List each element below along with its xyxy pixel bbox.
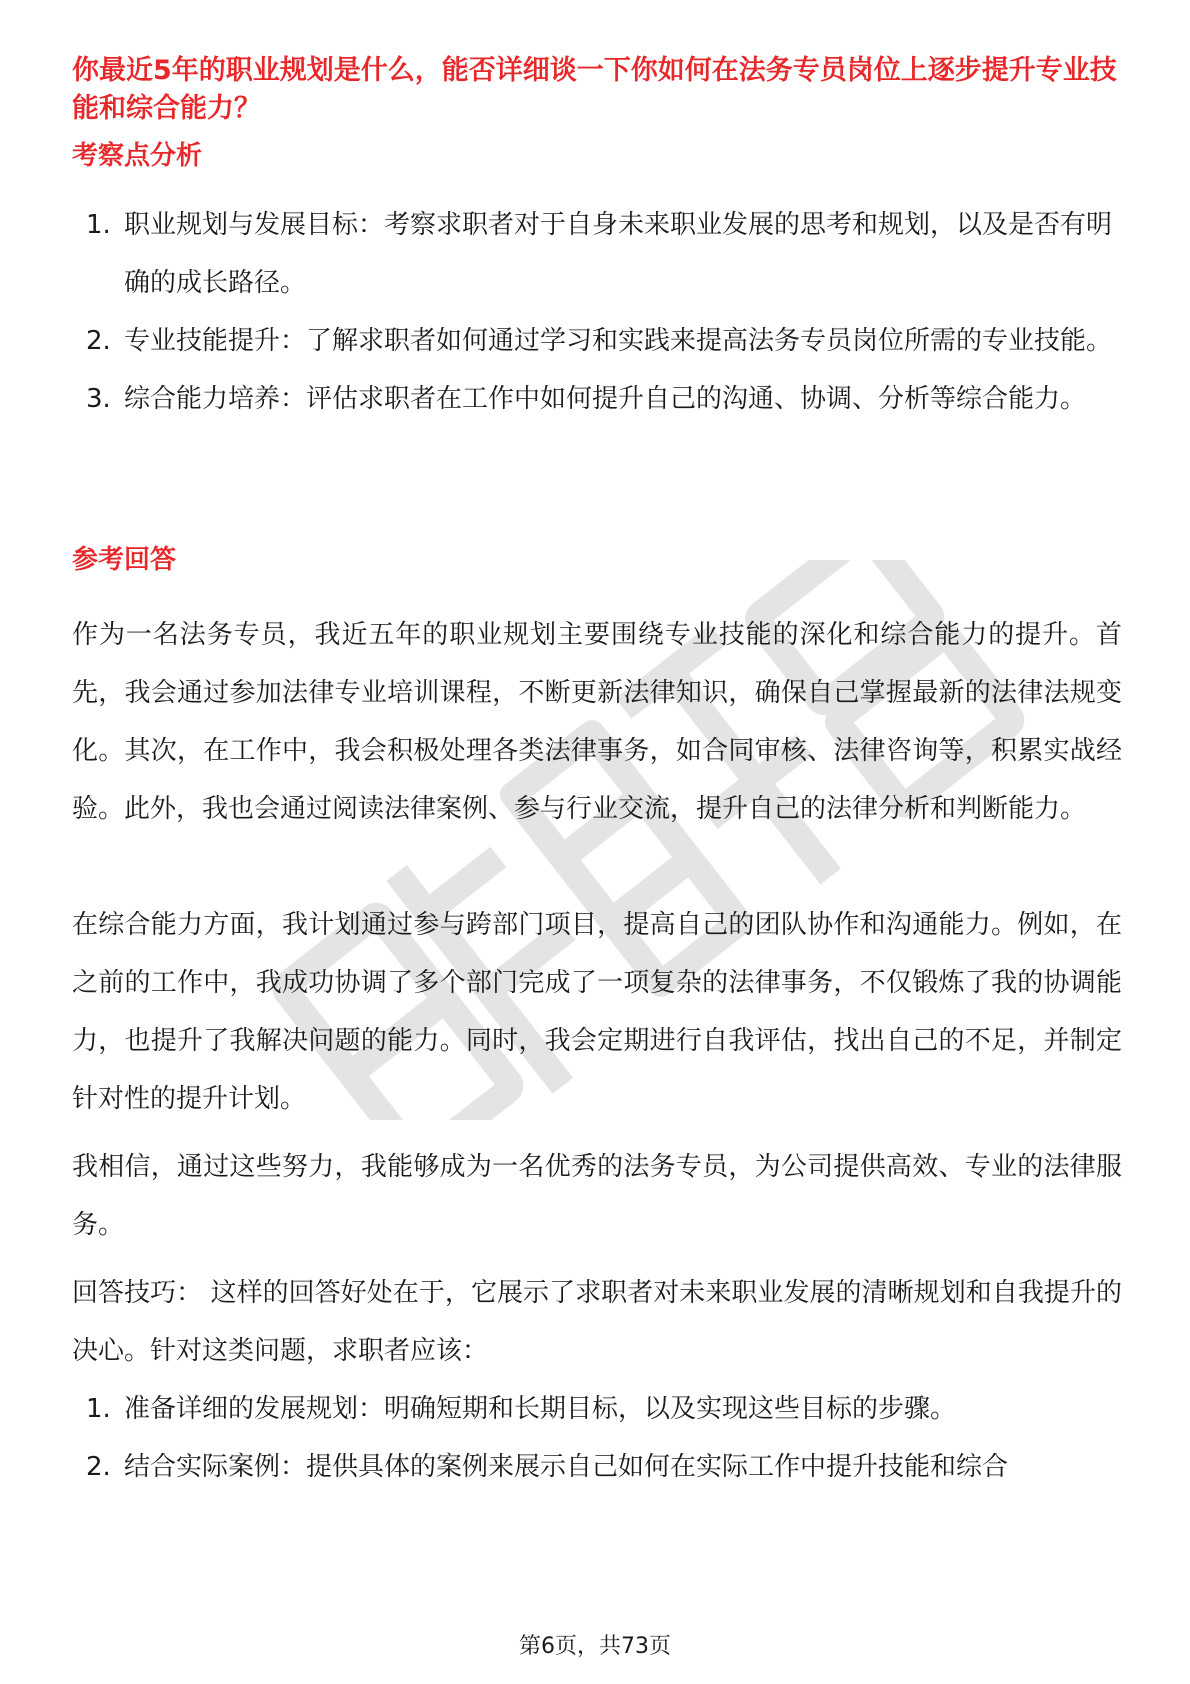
- list-item-text: 职业规划与发展目标：考察求职者对于自身未来职业发展的思考和规划，以及是否有明确的成长路径。: [124, 210, 1113, 298]
- answer-paragraph-3: 我相信，通过这些努力，我能够成为一名优秀的法务专员，为公司提供高效、专业的法律服务。: [72, 1152, 1122, 1240]
- answer-paragraph-1: 作为一名法务专员，我近五年的职业规划主要围绕专业技能的深化和综合能力的提升。首先，我会通过参加法律专业培训课程，不断更新法律知识，确保自己掌握最新的法律法规变化。其次，在工作中，我会积极处理各类法律事务，如合同审核、法律咨询等，积累实战经验。此外，我也会通过阅读法律案例、参与行业交流，提升自己的法律分析和判断能力。: [72, 620, 1122, 824]
- question-title: 你最近5年的职业规划是什么，能否详细谈一下你如何在法务专员岗位上逐步提升专业技能和综合能力？: [72, 55, 1117, 124]
- analysis-list: [72, 196, 1122, 428]
- list-item-text: 综合能力培养：评估求职者在工作中如何提升自己的沟通、协调、分析等综合能力。: [124, 384, 1087, 414]
- answer-heading: 参考回答: [72, 545, 177, 575]
- list-item-number: 2.: [86, 326, 111, 356]
- list-item-text: 结合实际案例：提供具体的案例来展示自己如何在实际工作中提升技能和综合: [124, 1452, 1009, 1482]
- page-number-footer: 第6页，共73页: [519, 1634, 671, 1659]
- list-item-text: 专业技能提升：了解求职者如何通过学习和实践来提高法务专员岗位所需的专业技能。: [124, 326, 1113, 356]
- list-item-number: 1.: [86, 210, 111, 240]
- list-item-text: 准备详细的发展规划：明确短期和长期目标，以及实现这些目标的步骤。: [124, 1394, 957, 1424]
- answer-paragraph-2: 在综合能力方面，我计划通过参与跨部门项目，提高自己的团队协作和沟通能力。例如，在之前的工作中，我成功协调了多个部门完成了一项复杂的法律事务，不仅锻炼了我的协调能力，也提升了我解决问题的能力。同时，我会定期进行自我评估，找出自己的不足，并制定针对性的提升计划。: [72, 910, 1122, 1114]
- list-item: [72, 1438, 1122, 1496]
- list-item: [72, 196, 1122, 312]
- list-item-number: 1.: [86, 1394, 111, 1424]
- analysis-heading: 考察点分析: [72, 141, 203, 171]
- list-item: [72, 1380, 1122, 1438]
- tips-paragraph: 回答技巧： 这样的回答好处在于，它展示了求职者对未来职业发展的清晰规划和自我提升的决心。针对这类问题，求职者应该：: [72, 1278, 1122, 1366]
- list-item-number: 3.: [86, 384, 111, 414]
- tips-list: [72, 1380, 1122, 1496]
- list-item: [72, 370, 1122, 428]
- list-item-number: 2.: [86, 1452, 111, 1482]
- list-item: [72, 312, 1122, 370]
